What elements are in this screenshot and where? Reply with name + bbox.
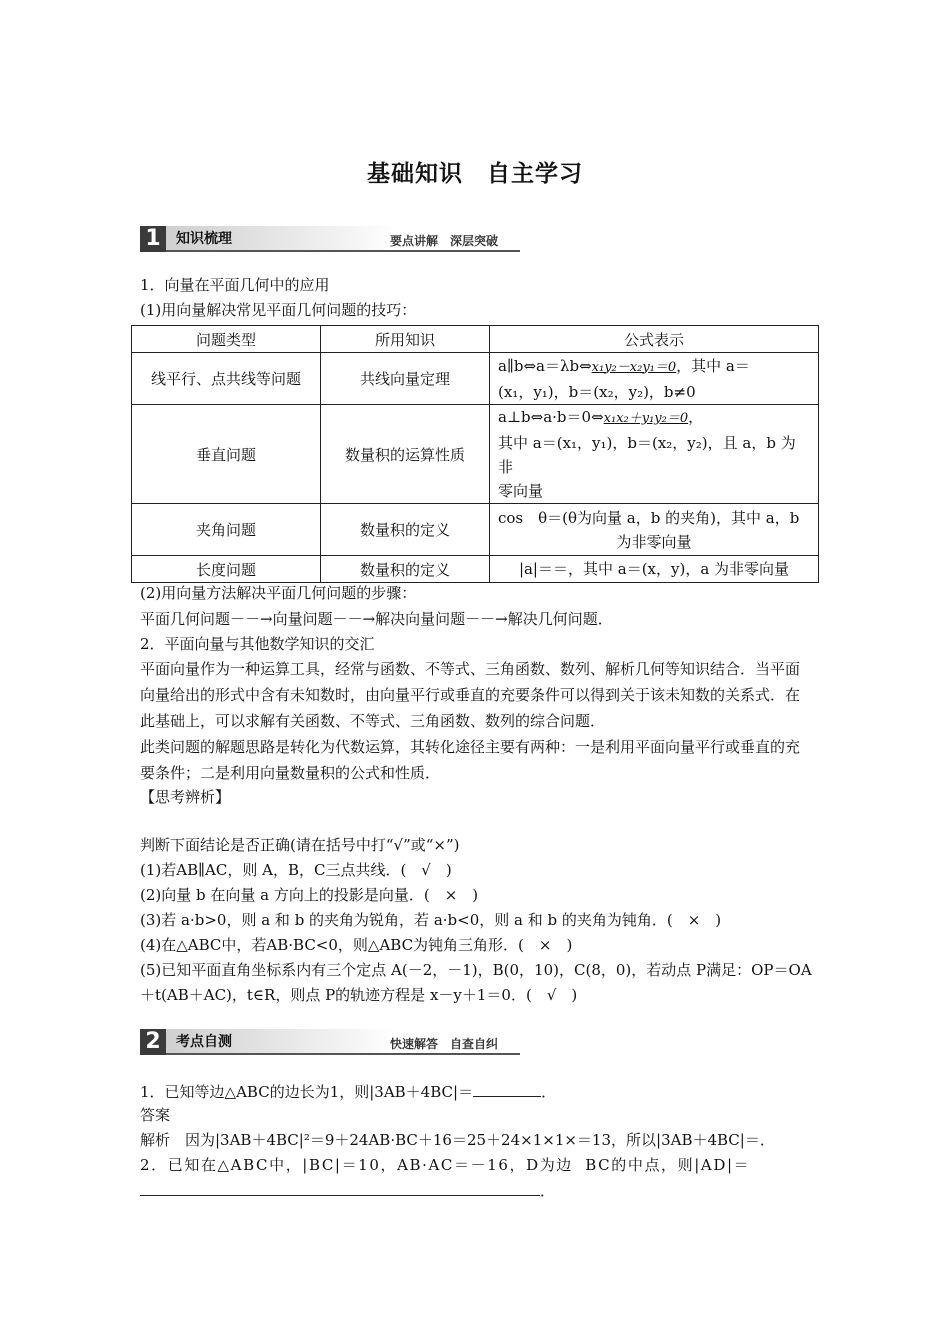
table-header-cell: 问题类型: [132, 326, 321, 353]
table-cell-formula: |a|＝＝，其中 a＝(x，y)，a 为非零向量: [490, 556, 819, 583]
formula-text: cos θ＝(θ为向量 a，b 的夹角)，其中 a，b: [498, 508, 800, 527]
table-cell-formula: [490, 405, 819, 504]
table-cell-type: 垂直问题: [132, 405, 321, 504]
section-rule: [166, 250, 520, 252]
table-row: [132, 556, 819, 583]
section-subtitle: 快速解答 自查自纠: [390, 1037, 499, 1051]
formula-text: a∥b⇔a＝λb⇔: [498, 356, 592, 375]
paragraph-2: 此类问题的解题思路是转化为代数运算，其转化途径主要有两种：一是利用平面向量平行或垂直的充要条件；二是利用向量数量积的公式和性质．: [140, 738, 801, 782]
section-label: 考点自测: [166, 1029, 396, 1055]
judge-item: (4)在△ABC中，若AB·BC<0，则△ABC为钝角三角形．( × ): [140, 936, 573, 954]
judge-intro: 判断下面结论是否正确(请在括号中打“√”或“×”): [140, 836, 460, 854]
judge-item: (3)若 a·b>0，则 a 和 b 的夹角为锐角，若 a·b<0，则 a 和 b 的夹角为钝角．( × ): [140, 911, 722, 929]
steps-line: 平面几何问题－－→向量问题－－→解决向量问题－－→解决几何问题．: [140, 610, 613, 628]
formula-text: (x₁，y₁)，b＝(x₂，y₂)，b≠0: [498, 382, 696, 401]
judge-item: (1)若AB∥AC，则 A，B，C三点共线．( √ ): [140, 861, 452, 879]
answer-blank: [473, 1081, 541, 1097]
table-cell-knowledge: 数量积的运算性质: [321, 405, 490, 504]
question-2: 2．已知在△ABC中，|BC|＝10，AB·AC＝－16，D为边 BC的中点，则|AD|＝: [140, 1156, 751, 1174]
section-rule: [166, 1053, 520, 1055]
section-header-knowledge: [140, 226, 520, 252]
question-end: ．: [541, 1083, 557, 1101]
table-cell-formula: [490, 504, 819, 556]
table-header-cell: 所用知识: [321, 326, 490, 353]
table-header-row: [132, 326, 819, 353]
question-end: ．: [540, 1182, 556, 1200]
table-cell-type: 长度问题: [132, 556, 321, 583]
table-row: [132, 353, 819, 405]
table-header-cell: 公式表示: [490, 326, 819, 353]
judge-item: (5)已知平面直角坐标系内有三个定点 A(－2，－1)，B(0，10)，C(8，0)，若动点 P满足：OP＝OA: [140, 961, 812, 979]
analysis-text: 解析 因为|3AB＋4BC|²＝9＋24AB·BC＋16＝25＋24×1×1×＝13，所以|3AB＋4BC|＝．: [140, 1131, 775, 1149]
formula-text: 其中 a＝(x₁，y₁)，b＝(x₂，y₂)，且 a，b 为非: [498, 434, 796, 476]
table-cell-knowledge: 数量积的定义: [321, 556, 490, 583]
formula-text: 零向量: [498, 482, 544, 500]
judge-item-continued: ＋t(AB＋AC)，t∈R，则点 P的轨迹方程是 x－y＋1＝0．( √ ): [140, 986, 578, 1004]
section-label: 知识梳理: [166, 226, 396, 252]
heading-1: 1．向量在平面几何中的应用: [140, 276, 330, 294]
judge-item: (2)向量 b 在向量 a 方向上的投影是向量．( × ): [140, 886, 479, 904]
paragraph-1: 平面向量作为一种运算工具，经常与函数、不等式、三角函数、数列、解析几何等知识结合．当平面向量给出的形式中含有未知数时，由向量平行或垂直的充要条件可以得到关于该未知数的关系式．在此基础上，可以求解有关函数、不等式、三角函数、数列的综合问题．: [140, 660, 801, 730]
table-cell-knowledge: 数量积的定义: [321, 504, 490, 556]
answer-label: 答案: [140, 1106, 171, 1124]
formula-blank-answer: x₁x₂＋y₁y₂＝0: [603, 411, 689, 426]
table-cell-type: 线平行、点共线等问题: [132, 353, 321, 405]
knowledge-table: [131, 325, 819, 583]
heading-2: 2．平面向量与其他数学知识的交汇: [140, 635, 375, 653]
question-2-blank-line: [140, 1180, 555, 1201]
table-row: [132, 504, 819, 556]
subheading-1-1: (1)用向量解决常见平面几何问题的技巧：: [140, 301, 417, 319]
formula-text: 为非零向量: [616, 532, 692, 551]
formula-text: ，其中 a＝: [676, 356, 750, 375]
table-cell-type: 夹角问题: [132, 504, 321, 556]
question-1: [140, 1081, 556, 1102]
section-header-selftest: [140, 1029, 520, 1055]
table-cell-knowledge: 共线向量定理: [321, 353, 490, 405]
table-row: [132, 405, 819, 504]
section-subtitle: 要点讲解 深层突破: [390, 234, 499, 248]
question-text: 1．已知等边△ABC的边长为1，则|3AB＋4BC|＝: [140, 1083, 474, 1101]
formula-blank-answer: x₁y₂－x₂y₁＝0: [591, 359, 677, 375]
section-number: 2: [140, 1029, 166, 1055]
answer-blank: [140, 1180, 540, 1196]
formula-text: ，: [688, 408, 704, 426]
subheading-1-2: (2)用向量方法解决平面几何问题的步骤：: [140, 584, 417, 602]
formula-text: a⊥b⇔a·b＝0⇔: [498, 408, 604, 426]
think-heading: 【思考辨析】: [140, 788, 231, 806]
table-cell-formula: [490, 353, 819, 405]
section-number: 1: [140, 226, 166, 252]
page-title: 基础知识 自主学习: [367, 161, 583, 187]
